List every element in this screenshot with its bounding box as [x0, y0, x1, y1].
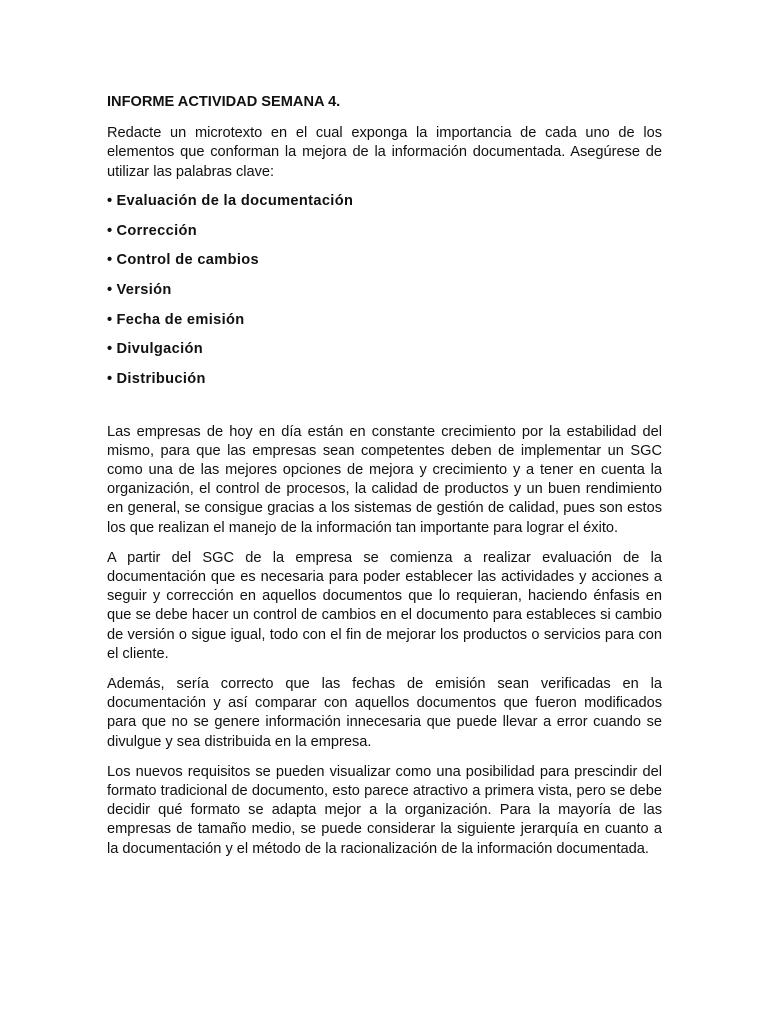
keyword-item: [107, 281, 662, 311]
bullet-icon: •: [107, 222, 113, 239]
keyword-label: Distribución: [116, 370, 206, 387]
bullet-icon: •: [107, 341, 113, 358]
keyword-item: [107, 370, 662, 400]
instruction-paragraph: Redacte un microtexto en el cual exponga la importancia de cada uno de los elementos que conforman la mejora de la información documentada. Asegúrese de utilizar las palabras clave:: [107, 125, 662, 180]
keyword-item: [107, 251, 662, 281]
keyword-label: Versión: [116, 281, 172, 298]
keyword-item: [107, 340, 662, 370]
essay-paragraph: Las empresas de hoy en día están en constante crecimiento por la estabilidad del mismo, para que las empresas sean competentes deben de implementar un SGC como una de las mejores opciones de mejora y crecimiento y a tener en cuenta la organización, el control de procesos, la calidad de productos y un buen rendimiento en general, se consigue gracias a los sistemas de gestión de calidad, pues son estos los que realizan el manejo de la información tan importante para lograr el éxito.: [107, 423, 662, 536]
document-title: INFORME ACTIVIDAD SEMANA 4.: [107, 94, 341, 110]
essay-paragraph: Además, sería correcto que las fechas de emisión sean verificadas en la documentación y así comparar con aquellos documentos que fueron modificados para que no se genere información innecesaria que puede llevar a error cuando se divulgue y sea distribuida en la empresa.: [107, 676, 662, 750]
keyword-label: Fecha de emisión: [116, 311, 245, 328]
keyword-item: [107, 222, 662, 252]
essay-section: [107, 423, 662, 859]
keyword-item: [107, 192, 662, 222]
keyword-label: Divulgación: [116, 341, 204, 358]
keyword-label: Corrección: [116, 222, 198, 239]
bullet-icon: •: [107, 192, 113, 209]
document-body: [107, 93, 662, 870]
bullet-icon: •: [107, 252, 113, 269]
keyword-list: [107, 192, 662, 400]
essay-paragraph: Los nuevos requisitos se pueden visualizar como una posibilidad para prescindir del formato tradicional de documento, esto parece atractivo a primera vista, pero se debe decidir qué formato se adapta mejor a la organización. Para la mayoría de las empresas de tamaño medio, se puede considerar la siguiente jerarquía en cuanto a la documentación y el método de la racionalización de la información documentada.: [107, 763, 662, 857]
keyword-label: Control de cambios: [116, 252, 259, 269]
bullet-icon: •: [107, 370, 113, 387]
keyword-label: Evaluación de la documentación: [116, 192, 354, 209]
bullet-icon: •: [107, 281, 113, 298]
essay-paragraph: A partir del SGC de la empresa se comienza a realizar evaluación de la documentación que es necesaria para poder establecer las actividades y acciones a seguir y corrección en aquellos documentos que lo requieran, haciendo énfasis en que se debe hacer un control de cambios en el documento para estableces si cambio de versión o sigue igual, todo con el fin de mejorar los productos o servicios para con el cliente.: [107, 549, 662, 662]
keyword-item: [107, 311, 662, 341]
bullet-icon: •: [107, 311, 113, 328]
